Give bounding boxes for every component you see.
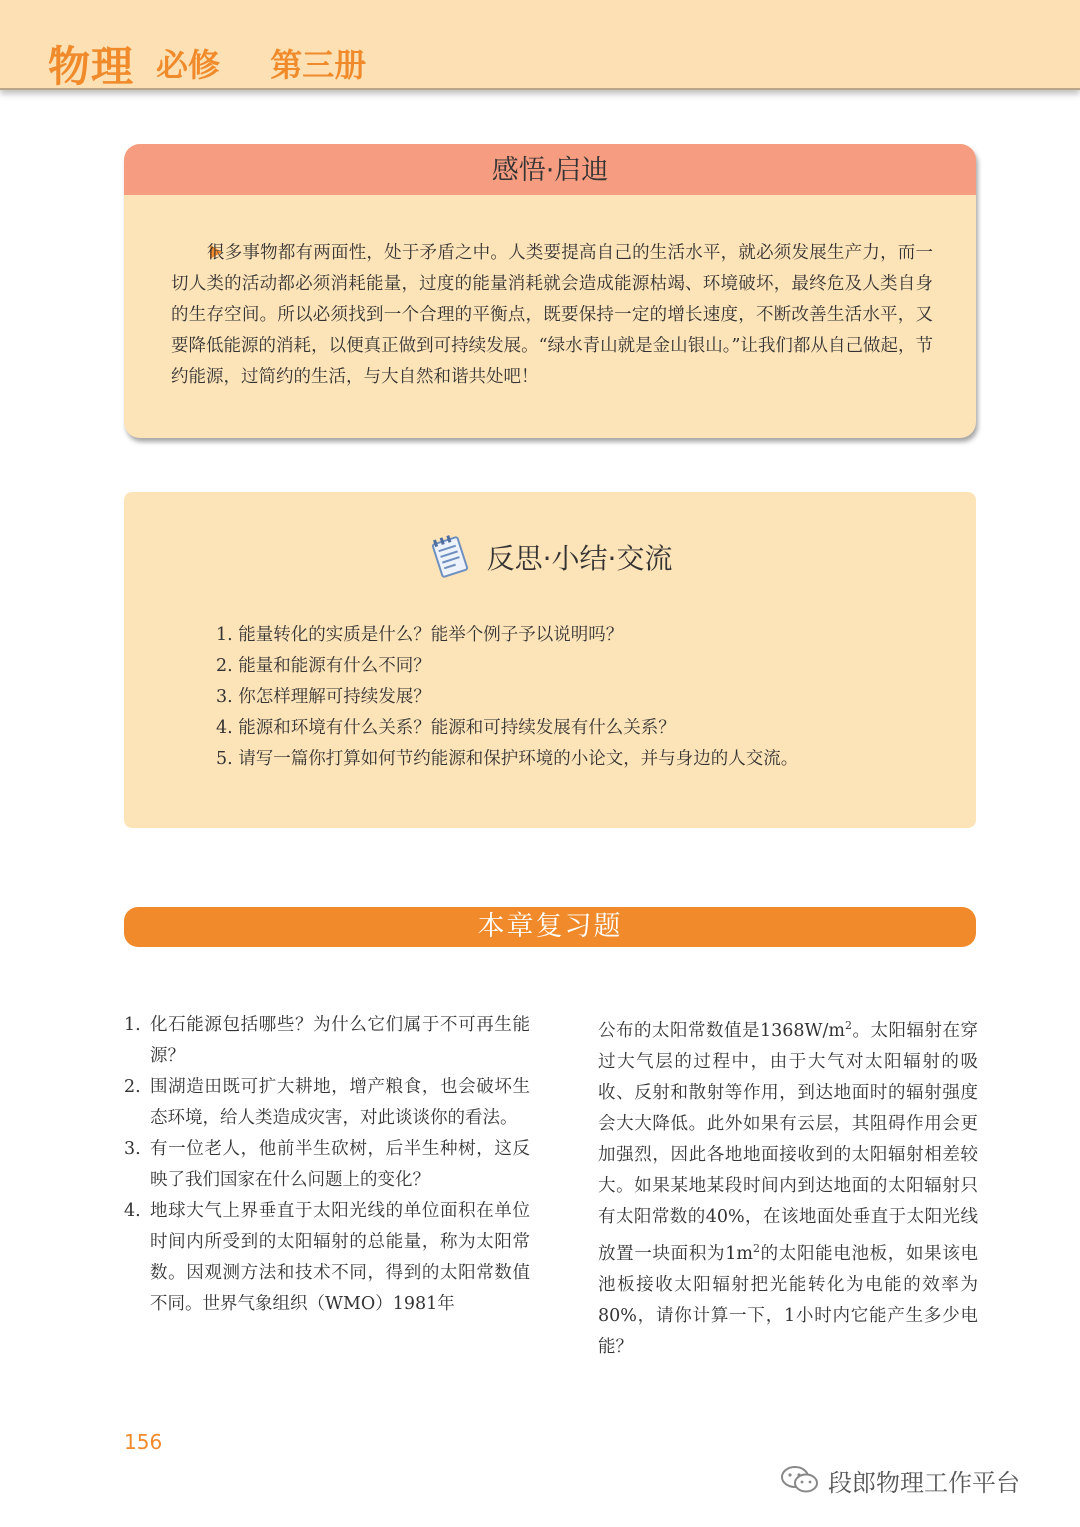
reflection-item: 3. 你怎样理解可持续发展？	[216, 687, 431, 707]
question-text: 地球大气上界垂直于太阳光线的单位面积在单位时间内所受到的太阳辐射的总能量，称为太阳常数。因观测方法和技术不同，得到的太阳常数值不同。世界气象组织（WMO）1981年	[150, 1201, 530, 1314]
question-text: 有一位老人，他前半生砍树，后半生种树，这反映了我们国家在什么问题上的变化？	[150, 1139, 530, 1190]
superscript: 2	[845, 1019, 853, 1032]
review-title: 本章复习题	[477, 911, 623, 942]
reflection-item: 4. 能源和环境有什么关系？能源和可持续发展有什么关系？	[216, 718, 676, 738]
watermark-text: 段郎物理工作平台	[828, 1468, 1020, 1497]
reflection-title: 反思·小结·交流	[486, 542, 673, 575]
question-number: 1.	[124, 1015, 141, 1035]
question-number: 3.	[124, 1139, 141, 1159]
subject-title: 物理	[48, 42, 135, 91]
notepad-icon	[428, 534, 472, 580]
review-left-column	[124, 1010, 530, 1320]
question-4-continuation	[598, 1010, 978, 1363]
reflection-item: 5. 请写一篇你打算如何节约能源和保护环境的小论文，并与身边的人交流。	[216, 749, 799, 769]
insight-paragraph: 很多事物都有两面性，处于矛盾之中。人类要提高自己的生活水平，就必须发展生产力，而一切人类的活动都必须消耗能量，过度的能量消耗就会造成能源枯竭、环境破坏，最终危及人类自身的生存空间。所以必须找到一个合理的平衡点，既要保持一定的增长速度，不断改善生活水平，又要降低能源的消耗，以便真正做到可持续发展。“绿水青山就是金山银山。”让我们都从自己做起，节约能源，过简约的生活，与大自然和谐共处吧！	[171, 243, 933, 387]
question-number: 4.	[124, 1201, 141, 1221]
question-number: 2.	[124, 1077, 141, 1097]
continuation-text: 的太阳能电池板，如果该电池板接收太阳辐射把光能转化为电能的效率为80%，请你计算一下，1小时内它能产生多少电能？	[598, 1243, 978, 1357]
reflection-list	[216, 620, 936, 775]
review-banner	[124, 907, 976, 947]
superscript: 2	[752, 1241, 760, 1255]
insight-box	[124, 144, 976, 438]
wechat-icon	[780, 1464, 820, 1496]
review-question	[124, 1134, 530, 1196]
insight-title-band	[124, 144, 976, 195]
reflection-heading	[124, 534, 976, 580]
page-number: 156	[124, 1430, 163, 1454]
review-right-column	[598, 1010, 978, 1363]
reflection-item: 1. 能量转化的实质是什么？能举个例子予以说明吗？	[216, 625, 624, 645]
insight-title: 感悟·启迪	[491, 155, 609, 186]
reflection-item: 2. 能量和能源有什么不同？	[216, 656, 431, 676]
question-text: 围湖造田既可扩大耕地，增产粮食，也会破坏生态环境，给人类造成灾害，对此谈谈你的看法。	[150, 1077, 530, 1128]
reflection-box	[124, 492, 976, 828]
review-question	[124, 1010, 530, 1072]
book-title: 必修 第三册	[156, 46, 367, 84]
watermark	[780, 1462, 1020, 1498]
continuation-text: 。太阳辐射在穿过大气层的过程中，由于大气对太阳辐射的吸收、反射和散射等作用，到达地面时的辐射强度会大大降低。此外如果有云层，其阻碍作用会更加强烈，因此各地地面接收到的太阳辐射相差较大。如果某地某段时间内到达地面的太阳辐射只有太阳常数的40%，在该地面处垂直于太阳光线放置一块面积为1m	[598, 1020, 979, 1264]
page-header	[0, 0, 1080, 90]
review-question	[124, 1072, 530, 1134]
question-text: 化石能源包括哪些？为什么它们属于不可再生能源？	[150, 1015, 530, 1066]
continuation-text: 公布的太阳常数值是1368W/m	[598, 1020, 846, 1041]
review-question	[124, 1196, 530, 1320]
